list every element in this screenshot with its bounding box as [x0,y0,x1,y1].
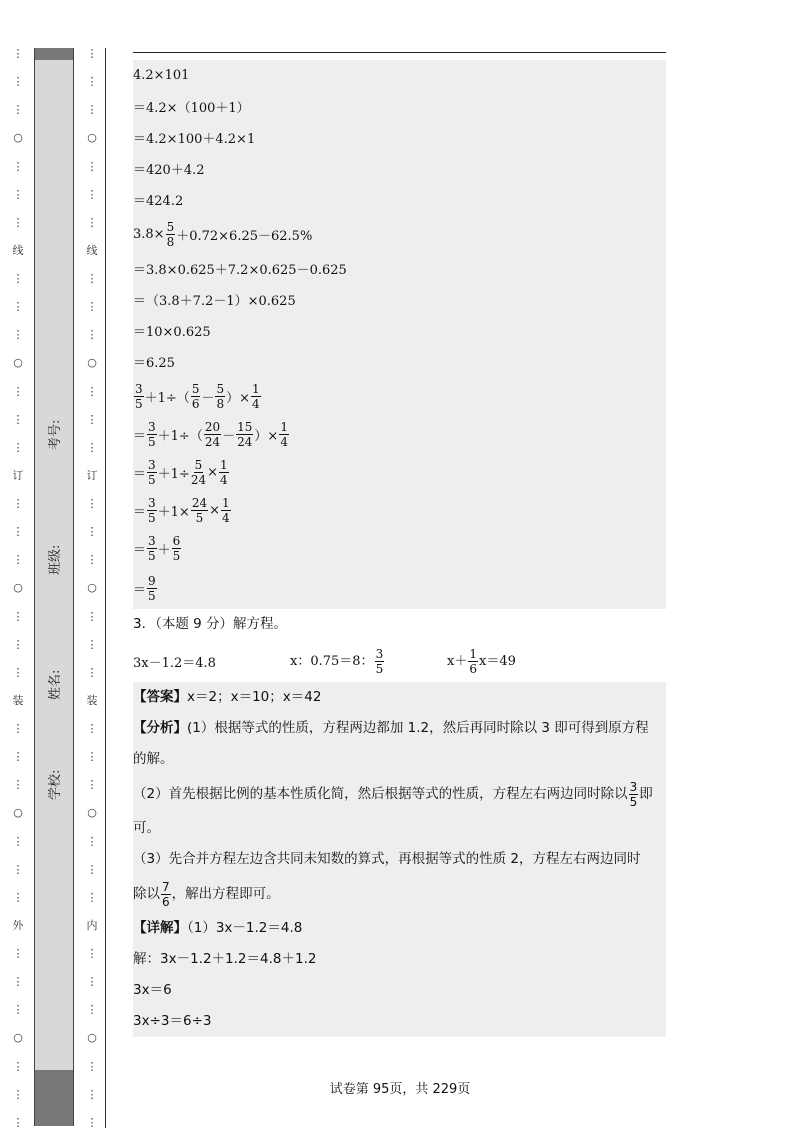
seal-word: 订 [86,468,98,482]
dot-mark: ⋮ [12,440,24,454]
calc-line: ＝10×0.625 [133,325,211,340]
dot-mark: ⋮ [12,637,24,651]
student-info-fields [36,320,72,820]
dot-mark: ⋮ [86,215,98,229]
seal-word: 订 [12,468,24,482]
calc-line: ＝ $\frac{3}{5}$ ＋1÷（ $\frac{20}{24}$ － $\frac{15}{24}$ ）× $\frac{1}{4}$ [133,419,288,449]
dot-mark: ⋮ [12,75,24,89]
dot-mark: ⋮ [12,553,24,567]
dot-mark: ⋮ [12,1003,24,1017]
circle-mark: ○ [13,581,23,595]
dot-mark: ⋮ [86,328,98,342]
dot-mark: ⋮ [12,947,24,960]
calc-line: ＝6.25 [133,356,175,371]
binding-margin [0,0,107,1132]
seal-word: 内 [86,918,98,932]
dot-mark: ⋮ [12,384,24,398]
dot-mark: ⋮ [86,637,98,651]
dot-mark: ⋮ [86,750,98,764]
dot-mark: ⋮ [12,525,24,539]
calc-line: ＝4.2×100＋4.2×1 [133,132,256,147]
school-field: 学校: [48,769,63,800]
calc-line: ＝3.8×0.625＋7.2×0.625－0.625 [133,263,347,278]
dot-mark: ⋮ [12,834,24,848]
calc-line: ＝ $\frac{3}{5}$ ＋1× $\frac{24}{5}$ × $\frac{1}{4}$ [133,495,230,525]
detail-line: 3x÷3＝6÷3 [133,1013,212,1029]
circle-mark: ○ [13,1031,23,1045]
dot-mark: ⋮ [12,412,24,426]
outer-seal-line [10,48,26,1128]
dot-mark: ⋮ [12,328,24,342]
dot-mark: ⋮ [12,750,24,764]
dot-mark: ⋮ [12,47,24,60]
calc-line: ＝ $\frac{9}{5}$ [133,573,156,603]
dot-mark: ⋮ [86,272,98,285]
calc-line: ＝ $\frac{3}{5}$ ＋ $\frac{6}{5}$ [133,533,181,563]
circle-mark: ○ [13,131,23,145]
exam-number-field: 考号: [48,419,63,450]
calc-line: ＝（3.8＋7.2－1）×0.625 [133,294,296,309]
analysis-line: 除以 $\frac{7}{6}$ ，解出方程即可。 [133,879,280,909]
calc-line: ＝420＋4.2 [133,163,205,178]
seal-word: 装 [86,693,98,707]
dot-mark: ⋮ [12,1115,24,1129]
dot-mark: ⋮ [86,497,98,510]
header-rule [133,52,666,53]
calc-line: 4.2×101 [133,68,190,83]
dot-mark: ⋮ [12,1087,24,1101]
dot-mark: ⋮ [12,862,24,876]
dot-mark: ⋮ [86,665,98,679]
inner-seal-line [84,48,100,1128]
seal-word: 装 [12,693,24,707]
seal-word: 线 [86,243,98,257]
dot-mark: ⋮ [86,412,98,426]
dot-mark: ⋮ [12,778,24,792]
dot-mark: ⋮ [12,497,24,510]
dot-mark: ⋮ [12,187,24,201]
circle-mark: ○ [13,806,23,820]
dot-mark: ⋮ [86,47,98,60]
analysis-line: （3）先合并方程左边含共同未知数的算式，再根据等式的性质 2，方程左右两边同时 [133,851,641,867]
dot-mark: ⋮ [86,862,98,876]
analysis-line: 可。 [133,820,160,836]
dot-mark: ⋮ [86,722,98,735]
seal-word: 线 [12,243,24,257]
dot-mark: ⋮ [12,215,24,229]
dot-mark: ⋮ [86,553,98,567]
calc-line: $\frac{3}{5}$ ＋1÷（ $\frac{5}{6}$ － $\frac{5}{8}$ ）× $\frac{1}{4}$ [135,381,260,411]
circle-mark: ○ [13,356,23,370]
circle-mark: ○ [87,356,97,370]
detail-line: 【详解】（1）3x－1.2＝4.8 [133,920,303,936]
detail-line: 3x＝6 [133,982,172,998]
dot-mark: ⋮ [12,103,24,117]
dot-mark: ⋮ [86,890,98,904]
dot-mark: ⋮ [86,1003,98,1017]
dot-mark: ⋮ [86,1087,98,1101]
detail-line: 解：3x－1.2＋1.2＝4.8＋1.2 [133,951,317,967]
calc-line: ＝424.2 [133,194,184,209]
dot-mark: ⋮ [86,1059,98,1073]
dot-mark: ⋮ [86,975,98,989]
answer-block [133,682,666,1037]
circle-mark: ○ [87,1031,97,1045]
dot-mark: ⋮ [12,1059,24,1073]
dot-mark: ⋮ [86,525,98,539]
dot-mark: ⋮ [12,975,24,989]
analysis-line: （2）首先根据比例的基本性质化简，然后根据等式的性质，方程左右两边同时除以 $\frac{3}{5}$ 即 [133,779,653,809]
dot-mark: ⋮ [86,384,98,398]
equation-row: 3x－1.2＝4.8 x：0.75＝8： $\frac{3}{5}$ x＋ $\frac{1}{6}$ x＝49 [133,646,516,676]
dot-mark: ⋮ [86,75,98,89]
page-footer: 试卷第 95页，共 229页 [329,1082,471,1097]
circle-mark: ○ [87,806,97,820]
dot-mark: ⋮ [12,272,24,285]
dot-mark: ⋮ [86,609,98,623]
dot-mark: ⋮ [12,300,24,314]
dot-mark: ⋮ [12,890,24,904]
calc-line: 3.8× $\frac{5}{8}$ ＋0.72×6.25－62.5% [133,219,313,249]
dot-mark: ⋮ [86,834,98,848]
dot-mark: ⋮ [12,665,24,679]
dot-mark: ⋮ [86,187,98,201]
dot-mark: ⋮ [86,103,98,117]
analysis-line: 【分析】(1）根据等式的性质，方程两边都加 1.2，然后再同时除以 3 即可得到原方程 [133,720,649,736]
dot-mark: ⋮ [86,440,98,454]
dot-mark: ⋮ [12,159,24,173]
dot-mark: ⋮ [86,947,98,960]
circle-mark: ○ [87,131,97,145]
circle-mark: ○ [87,581,97,595]
fraction: $\frac{5}{8}$ [166,219,175,249]
answer-line: 【答案】x＝2；x＝10；x＝42 [133,689,322,705]
dot-mark: ⋮ [12,722,24,735]
calc-line: ＝ $\frac{3}{5}$ ＋1÷ $\frac{5}{24}$ × $\frac{1}{4}$ [133,457,228,487]
dot-mark: ⋮ [86,159,98,173]
analysis-line: 的解。 [133,751,174,767]
class-field: 班级: [48,544,63,575]
question-heading: 3．（本题 9 分）解方程。 [133,616,288,632]
dot-mark: ⋮ [86,778,98,792]
dot-mark: ⋮ [12,609,24,623]
seal-word: 外 [12,918,24,932]
page-content [133,60,666,1037]
solution-block-1 [133,60,666,609]
dot-mark: ⋮ [86,300,98,314]
calc-line: ＝4.2×（100＋1） [133,101,250,116]
dot-mark: ⋮ [86,1115,98,1129]
name-field: 姓名: [48,669,63,700]
